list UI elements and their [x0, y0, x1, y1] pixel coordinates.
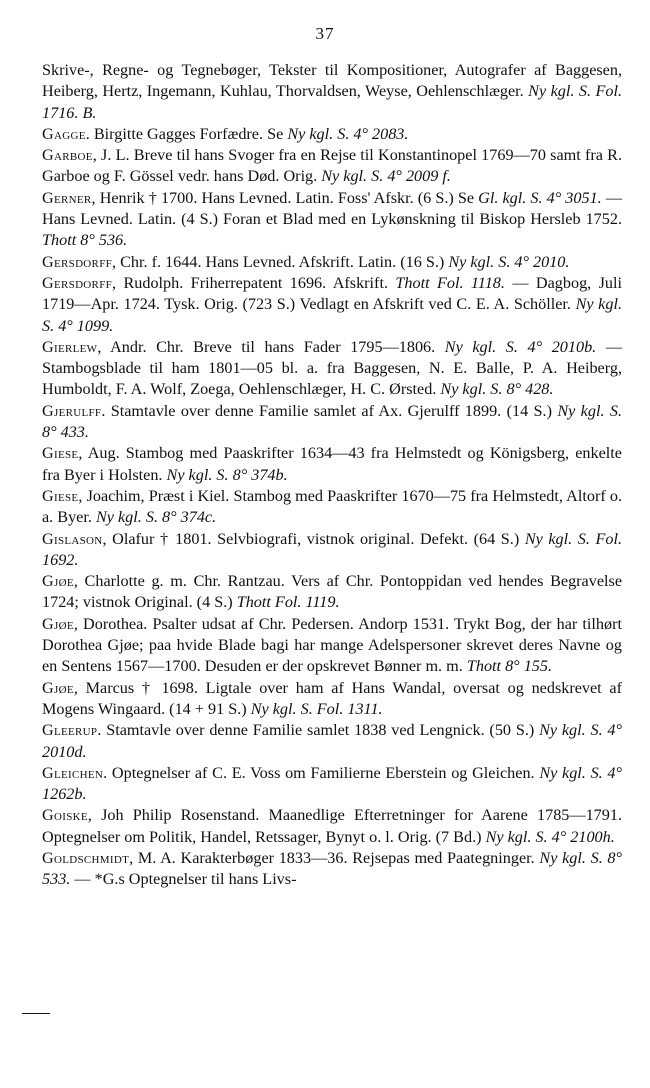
- catalog-entry: [42, 571, 622, 614]
- entry-description: — Hans Levned. Latin. (4 S.) Foran et Blad med en Lykønskning til Biskop Hersleb 1752.: [42, 188, 622, 229]
- catalog-entry: [42, 188, 622, 252]
- entry-shelfmark: Ny kgl. S. 4° 2083.: [287, 124, 409, 143]
- catalog-entry: [42, 678, 622, 721]
- entry-name: Gleerup: [42, 721, 98, 740]
- catalog-entry: [42, 273, 622, 337]
- entry-shelfmark: Thott Fol. 1119.: [236, 593, 340, 612]
- entry-description: , Henrik † 1700. Hans Levned. Latin. Foss' Afskr. (6 S.) Se: [91, 188, 479, 207]
- entry-name: Goldschmidt: [42, 848, 130, 867]
- entry-description: , Joachim, Præst i Kiel. Stambog med Paaskrifter 1670—75 fra Helmstedt, Altorf o. a. Byer.: [42, 486, 622, 527]
- entry-description: , M. A. Karakterbøger 1833—36. Rejsepas med Paategninger.: [129, 848, 540, 867]
- entry-name: Gjøe: [42, 572, 74, 591]
- entry-shelfmark: Ny kgl. S. 8° 374c.: [95, 508, 217, 527]
- entry-description: , Andr. Chr. Breve til hans Fader 1795—1806.: [97, 337, 445, 356]
- entry-name: Garboe: [42, 146, 93, 165]
- entry-shelfmark: Ny kgl. S. 4° 2100h.: [485, 827, 615, 846]
- entry-description: . Birgitte Gagges Forfædre. Se: [85, 124, 288, 143]
- entry-description: , Charlotte g. m. Chr. Rantzau. Vers af Chr. Pontoppidan ved hendes Begravelse 1724; vistnok Original. (4 S.): [42, 572, 622, 612]
- entry-description: , Aug. Stambog med Paaskrifter 1634—43 fra Helmstedt og Königsberg, enkelte fra Byer i Holsten.: [42, 444, 622, 484]
- entry-description: — Stambogsblade til ham 1801—05 bl. a. fra Baggesen, N. E. Balle, P. A. Heiberg, Humboldt, F. A. Wolf, Zoega, Oehlenschlæger, H. C. Ørsted.: [42, 337, 623, 399]
- entry-description: , Chr. f. 1644. Hans Levned. Afskrift. Latin. (16 S.): [112, 252, 449, 271]
- entry-shelfmark: Ny kgl. S. 8° 374b.: [166, 465, 288, 484]
- entry-description: Skrive-, Regne- og Tegnebøger, Tekster til Kompositioner, Autografer af Baggesen, Heiberg, Hertz, Ingemann, Kuhlau, Thorvaldsen, Weyse, Oehlenschlæger.: [42, 61, 622, 101]
- entry-name: Giese: [42, 486, 79, 505]
- entry-shelfmark: Ny kgl. S. 4° 1099.: [42, 295, 622, 335]
- catalog-entry: [42, 805, 622, 848]
- entry-shelfmark: Ny kgl. S. 8° 433.: [42, 401, 622, 442]
- entry-shelfmark: Ny kgl. S. Fol. 1692.: [42, 529, 622, 569]
- entry-description: , Olafur † 1801. Selvbiografi, vistnok original. Defekt. (64 S.): [102, 529, 525, 548]
- catalog-entry: [42, 848, 622, 891]
- entry-name: Gislason: [42, 529, 103, 548]
- catalog-entry: [42, 124, 622, 145]
- entry-description: . Optegnelser af C. E. Voss om Familierne Eberstein og Gleichen.: [103, 763, 540, 782]
- dash-rule: [22, 1013, 50, 1014]
- entry-description: , Rudolph. Friherrepatent 1696. Afskrift.: [112, 273, 396, 292]
- entry-description: , Joh Philip Rosenstand. Maanedlige Efterretninger for Aarene 1785—1791. Optegnelser om Politik, Handel, Retssager, Bynyt o. l. Orig. (7 Bd.): [42, 806, 622, 846]
- entry-description: . Stamtavle over denne Familie samlet 1838 ved Lengnick. (50 S.): [97, 721, 540, 740]
- catalog-entry: [42, 145, 622, 188]
- catalog-entry: [42, 337, 622, 401]
- catalog-entry: [42, 486, 622, 529]
- entry-shelfmark: Ny kgl. S. 4° 2009 f.: [321, 167, 451, 186]
- entry-description: — Dagbog, Juli 1719—Apr. 1724. Tysk. Orig. (723 S.) Vedlagt en Afskrift ved C. E. A. Schöller.: [42, 273, 623, 314]
- entry-name: Gagge: [42, 124, 86, 143]
- catalog-entries: [42, 60, 622, 891]
- catalog-entry: [42, 763, 622, 806]
- entry-name: Gersdorff: [42, 273, 113, 292]
- catalog-entry: [42, 614, 622, 678]
- catalog-entry: [42, 443, 622, 486]
- entry-shelfmark: Thott 8° 536.: [42, 231, 128, 250]
- catalog-entry: [42, 529, 622, 572]
- entry-shelfmark: Ny kgl. S. 8° 428.: [440, 380, 554, 399]
- entry-description: , Dorothea. Psalter udsat af Chr. Pedersen. Andorp 1531. Trykt Bog, der har tilhørt Dorothea Gjøe; paa hvide Blade bagi har mange Adelspersoner skrevet deres Navne og en Sentens 1567—1700. Desuden er der opskrevet Bønner m. m.: [42, 614, 622, 676]
- entry-shelfmark: Ny kgl. S. 4° 2010b.: [444, 337, 597, 356]
- entry-description: — *G.s Optegnelser til hans Livs-: [70, 870, 297, 889]
- entry-name: Giese: [42, 444, 79, 463]
- entry-shelfmark: Gl. kgl. S. 4° 3051.: [478, 188, 602, 207]
- entry-name: Gleichen: [42, 763, 104, 782]
- entry-name: Gjøe: [42, 678, 74, 697]
- entry-name: Goiske: [42, 806, 88, 825]
- entry-shelfmark: Ny kgl. S. 4° 1262b.: [42, 763, 622, 804]
- entry-description: , J. L. Breve til hans Svoger fra en Rejse til Konstantinopel 1769—70 samt fra R. Garboe og F. Gössel vedr. hans Død. Orig.: [42, 146, 622, 186]
- entry-name: Gierlew: [42, 337, 98, 356]
- entry-shelfmark: Ny kgl. S. Fol. 1716. B.: [42, 82, 622, 122]
- entry-name: Gjerulff: [42, 401, 102, 420]
- entry-name: Gersdorff: [42, 252, 113, 271]
- catalog-entry: [42, 720, 622, 763]
- entry-shelfmark: Thott Fol. 1118.: [395, 273, 505, 292]
- entry-shelfmark: Ny kgl. S. 8° 533.: [42, 848, 623, 889]
- entry-shelfmark: Ny kgl. S. 4° 2010.: [448, 252, 570, 271]
- entry-shelfmark: Thott 8° 155.: [466, 657, 553, 676]
- entry-name: Gjøe: [42, 614, 74, 633]
- entry-shelfmark: Ny kgl. S. Fol. 1311.: [250, 699, 383, 718]
- catalog-entry: [42, 252, 622, 273]
- entry-description: , Marcus † 1698. Ligtale over ham af Hans Wandal, oversat og nedskrevet af Mogens Wingaard. (14 + 91 S.): [42, 678, 622, 718]
- entry-name: Gerner: [42, 188, 92, 207]
- catalog-entry: [42, 60, 622, 124]
- catalog-entry: [42, 401, 622, 444]
- entry-description: . Stamtavle over denne Familie samlet af Ax. Gjerulff 1899. (14 S.): [101, 401, 558, 420]
- entry-shelfmark: Ny kgl. S. 4° 2010d.: [42, 721, 622, 761]
- page-number: 37: [315, 24, 335, 43]
